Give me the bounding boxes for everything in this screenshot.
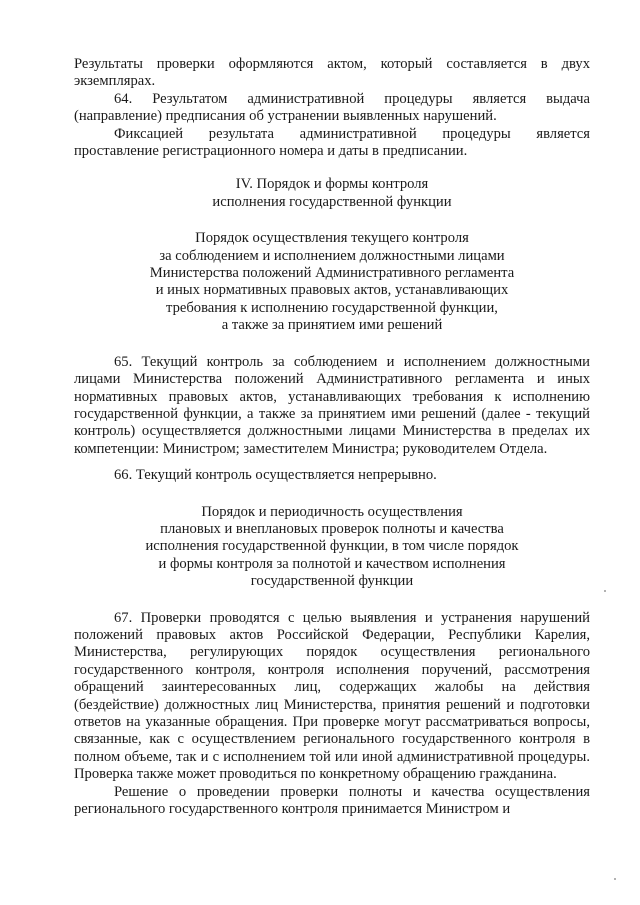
heading-line: и иных нормативных правовых актов, устанавливающих	[155, 282, 509, 299]
heading-line: и формы контроля за полнотой и качеством исполнения	[158, 555, 506, 572]
section-iv-title-line-2: исполнения государственной функции	[212, 193, 452, 210]
heading-line: Министерства положений Административного регламента	[149, 265, 515, 282]
scan-speck	[614, 878, 616, 880]
section-iv-title-line-1: IV. Порядок и формы контроля	[235, 176, 429, 193]
heading-line: а также за принятием ими решений	[221, 317, 443, 334]
scan-speck	[604, 590, 606, 592]
paragraph-65: 65. Текущий контроль за соблюдением и исполнением должностными лицами Министерства положений Административного регламента и иных нормативных правовых актов, устанавливающих требования к исполнению государственной функции, а также за принятием ими решений (далее - текущий контроль) осуществляется должностными лицами Министерства в пределах их компетенции: Министром; заместителем Министра; руководителем Отдела.	[74, 353, 590, 457]
paragraph-inspection-act: Результаты проверки оформляются актом, который составляется в двух экземплярах.	[74, 56, 590, 90]
paragraph-67: 67. Проверки проводятся с целью выявления и устранения нарушений положений правовых актов Российской Федерации, Республики Карелия, Министерства, регулирующих порядок осуществления регионального государственного контроля, контроля исполнения поручений, рассмотрения обращений заинтересованных лиц, содержащих жалобы на действия (бездействие) должностных лиц Министерства, принятия решений и подготовки ответов на указанные обращения. При проверке могут рассматриваться вопросы, связанные, как с осуществлением регионального государственного контроля в полном объеме, так и с исполнением той или иной административной процедуры. Проверка также может проводиться по конкретному обращению гражданина.	[74, 609, 590, 783]
heading-line: исполнения государственной функции, в том числе порядок	[145, 538, 519, 555]
heading-line: государственной функции	[250, 573, 414, 590]
heading-line: Порядок и периодичность осуществления	[201, 503, 463, 520]
paragraph-64: 64. Результатом административной процедуры является выдача (направление) предписания об устранении выявленных нарушений.	[74, 90, 590, 125]
paragraph-fixation: Фиксацией результата административной процедуры является проставление регистрационного номера и даты в предписании.	[74, 125, 590, 160]
heading-line: Порядок осуществления текущего контроля	[195, 230, 469, 247]
heading-line: требования к исполнению государственной функции,	[166, 299, 498, 316]
subsection-inspections-heading	[74, 504, 590, 591]
paragraph-66: 66. Текущий контроль осуществляется непрерывно.	[114, 467, 437, 484]
heading-line: за соблюдением и исполнением должностными лицами	[159, 247, 505, 264]
subsection-current-control-heading	[74, 230, 590, 334]
heading-line: плановых и внеплановых проверок полноты и качества	[160, 520, 504, 537]
paragraph-decision: Решение о проведении проверки полноты и качества осуществления регионального государственного контроля принимается Министром и	[74, 783, 590, 818]
document-page	[74, 56, 590, 818]
